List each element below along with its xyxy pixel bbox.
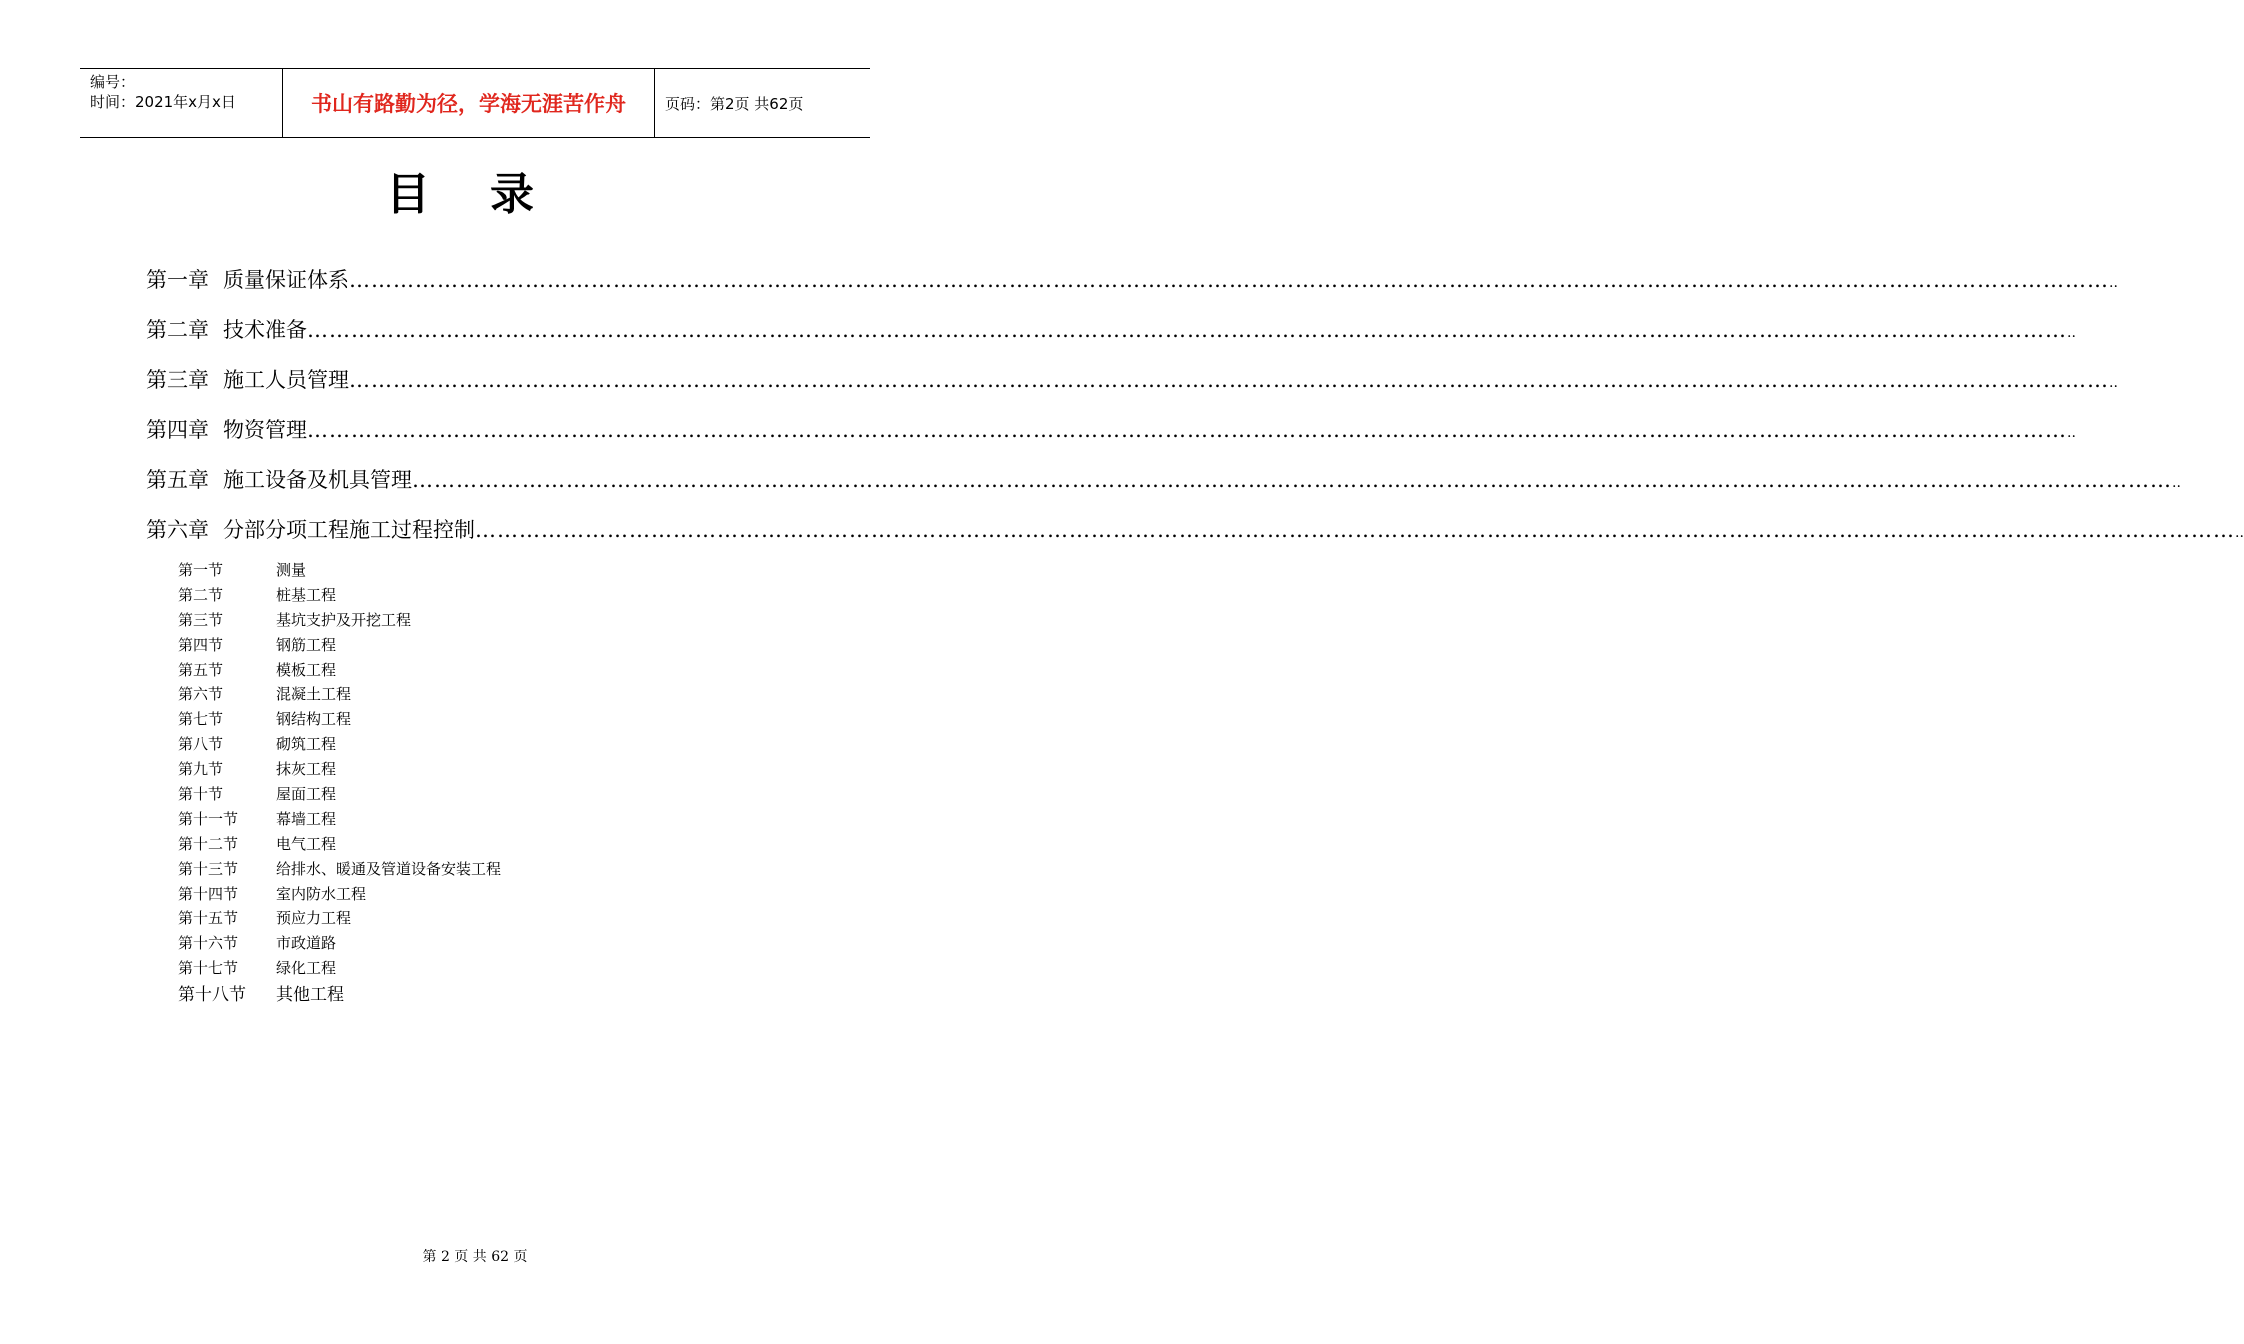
toc-section-title: 混凝土工程: [276, 685, 352, 704]
toc-section-title: 电气工程: [276, 834, 337, 853]
toc-section-title: 屋面工程: [276, 784, 337, 803]
toc-section-title: 室内防水工程: [276, 884, 367, 903]
toc-chapter-row[interactable]: [146, 464, 2181, 514]
page-footer: 第 2 页 共 62 页: [422, 1249, 528, 1265]
toc-section-row[interactable]: [178, 557, 501, 582]
toc-section-title: 基坑支护及开挖工程: [276, 610, 412, 629]
toc-section-row[interactable]: [178, 706, 501, 731]
toc-dot-leader: ……………………………………………………………………………………………………………………………………………………………………………………………………………………: [349, 268, 2109, 292]
toc-section-number: 第九节: [178, 760, 224, 779]
toc-section-row[interactable]: [178, 607, 501, 632]
toc-chapter-title: 技术准备: [223, 318, 307, 342]
toc-section-row[interactable]: [178, 955, 501, 980]
header-time-label: 时间：2021年x月x日: [90, 93, 236, 111]
toc-chapter-row[interactable]: [146, 264, 2118, 314]
toc-section-row[interactable]: [178, 856, 501, 881]
toc-chapter-row[interactable]: [146, 364, 2118, 414]
toc-chapter-row[interactable]: [146, 314, 2076, 364]
toc-section-number: 第十二节: [178, 834, 239, 853]
toc-section-row[interactable]: [178, 731, 501, 756]
toc-section-title: 预应力工程: [276, 909, 352, 928]
toc-chapters: [146, 264, 2244, 564]
toc-page-placeholder: ..: [2172, 475, 2181, 491]
page-header: [80, 68, 870, 138]
toc-page-placeholder: ..: [2109, 375, 2118, 391]
header-motto-cell: [282, 69, 655, 137]
toc-chapter-number: 第四章: [146, 418, 209, 442]
toc-section-title: 钢筋工程: [276, 635, 337, 654]
toc-dot-leader: ……………………………………………………………………………………………………………………………………………………………………………………………………………………: [475, 518, 2235, 542]
toc-section-title: 抹灰工程: [276, 760, 337, 779]
toc-section-title: 其他工程: [276, 985, 344, 1006]
toc-section-number: 第十节: [178, 784, 224, 803]
toc-chapter-title: 施工设备及机具管理: [223, 468, 412, 492]
toc-section-number: 第一节: [178, 560, 224, 579]
toc-section-number: 第三节: [178, 610, 224, 629]
toc-chapter-number: 第一章: [146, 268, 209, 292]
toc-section-row[interactable]: [178, 881, 501, 906]
toc-chapter-number: 第二章: [146, 318, 209, 342]
toc-section-row[interactable]: [178, 905, 501, 930]
toc-section-title: 模板工程: [276, 660, 337, 679]
toc-section-number: 第十八节: [178, 985, 246, 1006]
toc-section-row[interactable]: [178, 980, 501, 1005]
toc-section-number: 第二节: [178, 585, 224, 604]
toc-section-title: 绿化工程: [276, 959, 337, 978]
toc-section-row[interactable]: [178, 632, 501, 657]
toc-section-title: 砌筑工程: [276, 735, 337, 754]
toc-chapter-number: 第三章: [146, 368, 209, 392]
toc-page-placeholder: ..: [2235, 525, 2244, 541]
toc-dot-leader: ……………………………………………………………………………………………………………………………………………………………………………………………………………………: [349, 368, 2109, 392]
toc-chapter-title: 物资管理: [223, 418, 307, 442]
toc-page-placeholder: ..: [2067, 325, 2076, 341]
toc-section-number: 第十七节: [178, 959, 239, 978]
toc-chapter-number: 第五章: [146, 468, 209, 492]
toc-chapter-title: 施工人员管理: [223, 368, 349, 392]
toc-section-title: 给排水、暖通及管道设备安装工程: [276, 859, 502, 878]
page-title: 目录: [386, 169, 594, 220]
toc-section-row[interactable]: [178, 806, 501, 831]
toc-chapter-row[interactable]: [146, 414, 2076, 464]
toc-section-title: 测量: [276, 560, 307, 579]
header-page-info: 页码：第2页 共62页: [665, 94, 804, 113]
toc-section-number: 第四节: [178, 635, 224, 654]
toc-page-placeholder: ..: [2067, 425, 2076, 441]
toc-section-title: 市政道路: [276, 934, 337, 953]
header-number-label: 编号：: [90, 73, 136, 91]
toc-sections: [178, 557, 501, 1005]
header-meta: [80, 69, 282, 137]
toc-section-title: 幕墙工程: [276, 809, 337, 828]
toc-section-row[interactable]: [178, 657, 501, 682]
toc-section-number: 第八节: [178, 735, 224, 754]
toc-section-number: 第十三节: [178, 859, 239, 878]
toc-section-number: 第十五节: [178, 909, 239, 928]
toc-section-row[interactable]: [178, 582, 501, 607]
toc-section-row[interactable]: [178, 756, 501, 781]
toc-section-title: 钢结构工程: [276, 710, 352, 729]
toc-dot-leader: ……………………………………………………………………………………………………………………………………………………………………………………………………………………: [307, 418, 2067, 442]
toc-chapter-title: 质量保证体系: [223, 268, 349, 292]
toc-section-row[interactable]: [178, 681, 501, 706]
toc-section-number: 第十四节: [178, 884, 239, 903]
toc-section-row[interactable]: [178, 781, 501, 806]
toc-dot-leader: ……………………………………………………………………………………………………………………………………………………………………………………………………………………: [412, 468, 2172, 492]
toc-chapter-title: 分部分项工程施工过程控制: [223, 518, 475, 542]
toc-section-number: 第十六节: [178, 934, 239, 953]
toc-page-placeholder: ..: [2109, 275, 2118, 291]
toc-section-row[interactable]: [178, 930, 501, 955]
toc-section-row[interactable]: [178, 831, 501, 856]
toc-section-number: 第七节: [178, 710, 224, 729]
toc-section-number: 第六节: [178, 685, 224, 704]
toc-section-title: 桩基工程: [276, 585, 337, 604]
toc-chapter-number: 第六章: [146, 518, 209, 542]
toc-section-number: 第五节: [178, 660, 224, 679]
header-motto: 书山有路勤为径，学海无涯苦作舟: [311, 92, 626, 116]
toc-section-number: 第十一节: [178, 809, 239, 828]
toc-dot-leader: ……………………………………………………………………………………………………………………………………………………………………………………………………………………: [307, 318, 2067, 342]
